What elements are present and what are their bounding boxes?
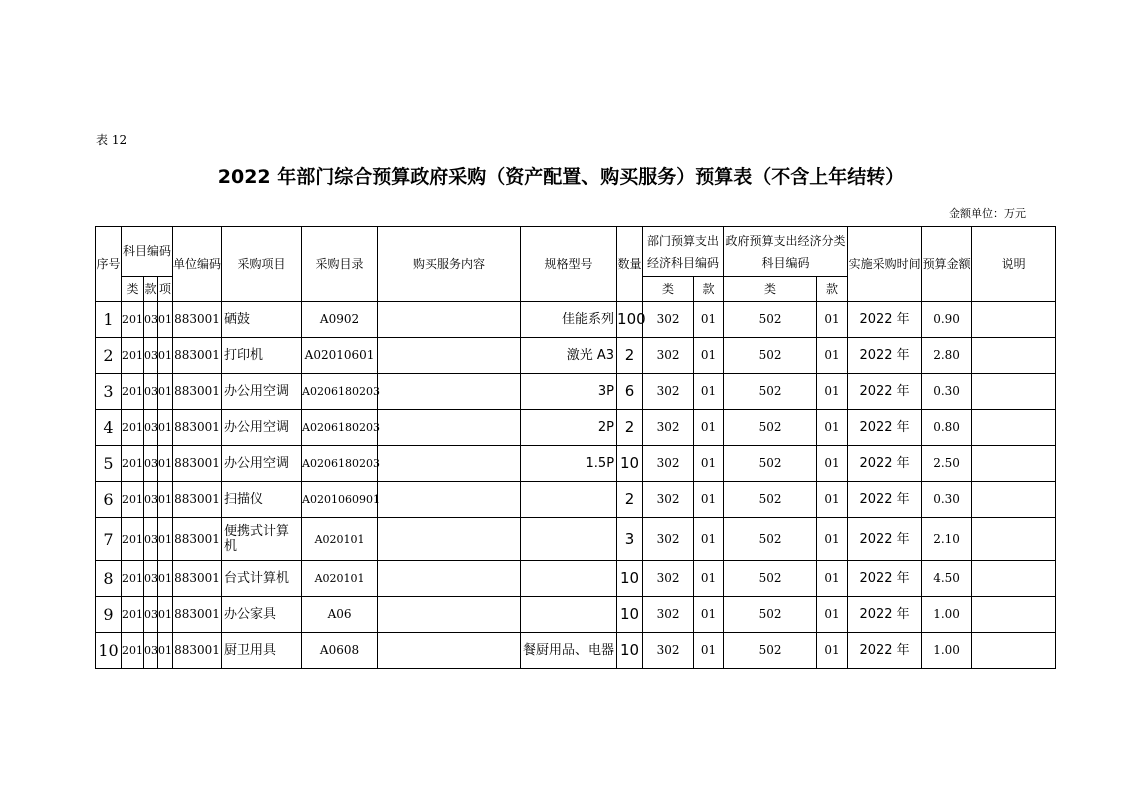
row-subject-kuan: 03 bbox=[144, 338, 158, 374]
row-gov-lei: 502 bbox=[724, 482, 817, 518]
header-kuan: 款 bbox=[144, 277, 158, 302]
table-row bbox=[96, 597, 1056, 633]
row-amount: 0.30 bbox=[922, 482, 972, 518]
row-subject-xiang: 01 bbox=[158, 446, 173, 482]
row-gov-kuan: 01 bbox=[817, 374, 848, 410]
row-service bbox=[378, 410, 521, 446]
row-amount: 2.50 bbox=[922, 446, 972, 482]
row-qty: 2 bbox=[617, 482, 643, 518]
row-seq: 2 bbox=[96, 338, 122, 374]
row-unit-code: 883001 bbox=[173, 597, 222, 633]
row-subject-xiang: 01 bbox=[158, 374, 173, 410]
table-row bbox=[96, 561, 1056, 597]
row-subject-xiang: 01 bbox=[158, 302, 173, 338]
row-note bbox=[972, 410, 1056, 446]
row-service bbox=[378, 518, 521, 561]
row-seq: 4 bbox=[96, 410, 122, 446]
row-gov-lei: 502 bbox=[724, 633, 817, 669]
row-gov-kuan: 01 bbox=[817, 518, 848, 561]
row-dept-kuan: 01 bbox=[694, 338, 724, 374]
table-row bbox=[96, 633, 1056, 669]
row-note bbox=[972, 561, 1056, 597]
row-amount: 1.00 bbox=[922, 597, 972, 633]
row-dept-kuan: 01 bbox=[694, 518, 724, 561]
table-row bbox=[96, 302, 1056, 338]
row-unit-code: 883001 bbox=[173, 446, 222, 482]
row-subject-lei: 201 bbox=[122, 302, 144, 338]
header-unit-code: 单位编码 bbox=[173, 227, 222, 302]
row-gov-kuan: 01 bbox=[817, 338, 848, 374]
row-subject-kuan: 03 bbox=[144, 597, 158, 633]
header-note: 说明 bbox=[972, 227, 1056, 302]
header-seq: 序号 bbox=[96, 227, 122, 302]
row-project: 便携式计算机 bbox=[222, 518, 302, 561]
row-time: 2022 年 bbox=[848, 633, 922, 669]
row-subject-lei: 201 bbox=[122, 561, 144, 597]
row-subject-kuan: 03 bbox=[144, 446, 158, 482]
row-time: 2022 年 bbox=[848, 518, 922, 561]
row-catalog: A0206180203 bbox=[302, 410, 378, 446]
row-note bbox=[972, 446, 1056, 482]
row-unit-code: 883001 bbox=[173, 561, 222, 597]
row-dept-kuan: 01 bbox=[694, 374, 724, 410]
row-subject-lei: 201 bbox=[122, 374, 144, 410]
row-spec: 佳能系列 bbox=[521, 302, 617, 338]
row-unit-code: 883001 bbox=[173, 302, 222, 338]
row-spec: 餐厨用品、电器 bbox=[521, 633, 617, 669]
row-spec: 2P bbox=[521, 410, 617, 446]
row-dept-kuan: 01 bbox=[694, 302, 724, 338]
row-catalog: A0206180203 bbox=[302, 374, 378, 410]
row-gov-kuan: 01 bbox=[817, 597, 848, 633]
page-title: 2022 年部门综合预算政府采购（资产配置、购买服务）预算表（不含上年结转） bbox=[217, 166, 905, 188]
header-gov-kuan: 款 bbox=[817, 277, 848, 302]
row-note bbox=[972, 633, 1056, 669]
row-service bbox=[378, 482, 521, 518]
row-dept-kuan: 01 bbox=[694, 597, 724, 633]
row-spec: 1.5P bbox=[521, 446, 617, 482]
row-gov-kuan: 01 bbox=[817, 561, 848, 597]
row-subject-xiang: 01 bbox=[158, 482, 173, 518]
row-spec bbox=[521, 482, 617, 518]
header-dept-kuan: 款 bbox=[694, 277, 724, 302]
row-spec: 3P bbox=[521, 374, 617, 410]
row-catalog: A020101 bbox=[302, 518, 378, 561]
row-qty: 10 bbox=[617, 561, 643, 597]
row-subject-lei: 201 bbox=[122, 338, 144, 374]
row-project: 台式计算机 bbox=[222, 561, 302, 597]
row-unit-code: 883001 bbox=[173, 410, 222, 446]
row-unit-code: 883001 bbox=[173, 633, 222, 669]
row-dept-lei: 302 bbox=[643, 633, 694, 669]
row-service bbox=[378, 302, 521, 338]
row-gov-kuan: 01 bbox=[817, 482, 848, 518]
row-qty: 100 bbox=[617, 302, 643, 338]
table-row bbox=[96, 446, 1056, 482]
procurement-budget-table bbox=[95, 226, 1056, 669]
row-project: 办公用空调 bbox=[222, 410, 302, 446]
row-project: 硒鼓 bbox=[222, 302, 302, 338]
row-gov-lei: 502 bbox=[724, 302, 817, 338]
row-unit-code: 883001 bbox=[173, 374, 222, 410]
row-project: 办公家具 bbox=[222, 597, 302, 633]
row-subject-lei: 201 bbox=[122, 518, 144, 561]
row-subject-lei: 201 bbox=[122, 482, 144, 518]
row-gov-kuan: 01 bbox=[817, 633, 848, 669]
header-gov-econ-code: 政府预算支出经济分类科目编码 bbox=[724, 227, 848, 277]
table-row bbox=[96, 338, 1056, 374]
table-body bbox=[96, 302, 1056, 669]
row-spec bbox=[521, 561, 617, 597]
row-seq: 1 bbox=[96, 302, 122, 338]
row-dept-lei: 302 bbox=[643, 482, 694, 518]
row-service bbox=[378, 597, 521, 633]
row-subject-xiang: 01 bbox=[158, 410, 173, 446]
row-subject-kuan: 03 bbox=[144, 561, 158, 597]
row-seq: 7 bbox=[96, 518, 122, 561]
row-gov-kuan: 01 bbox=[817, 410, 848, 446]
row-service bbox=[378, 446, 521, 482]
row-seq: 9 bbox=[96, 597, 122, 633]
row-unit-code: 883001 bbox=[173, 518, 222, 561]
row-service bbox=[378, 633, 521, 669]
row-note bbox=[972, 597, 1056, 633]
header-lei: 类 bbox=[122, 277, 144, 302]
row-gov-kuan: 01 bbox=[817, 446, 848, 482]
row-spec bbox=[521, 518, 617, 561]
row-gov-lei: 502 bbox=[724, 561, 817, 597]
row-dept-kuan: 01 bbox=[694, 633, 724, 669]
row-note bbox=[972, 518, 1056, 561]
row-time: 2022 年 bbox=[848, 561, 922, 597]
row-time: 2022 年 bbox=[848, 302, 922, 338]
row-amount: 0.90 bbox=[922, 302, 972, 338]
table-row bbox=[96, 482, 1056, 518]
header-gov-lei: 类 bbox=[724, 277, 817, 302]
row-amount: 1.00 bbox=[922, 633, 972, 669]
table-row bbox=[96, 410, 1056, 446]
row-project: 厨卫用具 bbox=[222, 633, 302, 669]
row-catalog: A0206180203 bbox=[302, 446, 378, 482]
header-subject-code: 科目编码 bbox=[122, 227, 173, 277]
row-seq: 8 bbox=[96, 561, 122, 597]
row-subject-lei: 201 bbox=[122, 410, 144, 446]
row-time: 2022 年 bbox=[848, 374, 922, 410]
header-xiang: 项 bbox=[158, 277, 173, 302]
row-dept-kuan: 01 bbox=[694, 446, 724, 482]
row-subject-kuan: 03 bbox=[144, 302, 158, 338]
row-catalog: A020101 bbox=[302, 561, 378, 597]
row-amount: 2.80 bbox=[922, 338, 972, 374]
row-amount: 2.10 bbox=[922, 518, 972, 561]
row-gov-lei: 502 bbox=[724, 518, 817, 561]
row-subject-kuan: 03 bbox=[144, 410, 158, 446]
row-dept-lei: 302 bbox=[643, 374, 694, 410]
row-unit-code: 883001 bbox=[173, 482, 222, 518]
header-amount: 预算金额 bbox=[922, 227, 972, 302]
row-seq: 10 bbox=[96, 633, 122, 669]
row-service bbox=[378, 561, 521, 597]
row-subject-kuan: 03 bbox=[144, 633, 158, 669]
row-subject-kuan: 03 bbox=[144, 374, 158, 410]
row-note bbox=[972, 302, 1056, 338]
row-qty: 10 bbox=[617, 633, 643, 669]
row-catalog: A06 bbox=[302, 597, 378, 633]
row-project: 办公用空调 bbox=[222, 374, 302, 410]
row-catalog: A0608 bbox=[302, 633, 378, 669]
row-dept-kuan: 01 bbox=[694, 410, 724, 446]
row-qty: 3 bbox=[617, 518, 643, 561]
row-time: 2022 年 bbox=[848, 338, 922, 374]
row-service bbox=[378, 374, 521, 410]
row-qty: 6 bbox=[617, 374, 643, 410]
row-dept-lei: 302 bbox=[643, 302, 694, 338]
row-gov-lei: 502 bbox=[724, 410, 817, 446]
row-gov-lei: 502 bbox=[724, 446, 817, 482]
row-time: 2022 年 bbox=[848, 597, 922, 633]
row-subject-lei: 201 bbox=[122, 633, 144, 669]
row-amount: 0.30 bbox=[922, 374, 972, 410]
row-dept-lei: 302 bbox=[643, 338, 694, 374]
header-dept-lei: 类 bbox=[643, 277, 694, 302]
row-amount: 0.80 bbox=[922, 410, 972, 446]
header-qty: 数量 bbox=[617, 227, 643, 302]
row-subject-xiang: 01 bbox=[158, 561, 173, 597]
header-catalog: 采购目录 bbox=[302, 227, 378, 302]
row-subject-kuan: 03 bbox=[144, 482, 158, 518]
row-seq: 5 bbox=[96, 446, 122, 482]
row-qty: 10 bbox=[617, 597, 643, 633]
row-time: 2022 年 bbox=[848, 410, 922, 446]
row-dept-lei: 302 bbox=[643, 410, 694, 446]
row-qty: 10 bbox=[617, 446, 643, 482]
row-subject-xiang: 01 bbox=[158, 633, 173, 669]
row-note bbox=[972, 338, 1056, 374]
row-note bbox=[972, 374, 1056, 410]
row-subject-lei: 201 bbox=[122, 597, 144, 633]
row-catalog: A0902 bbox=[302, 302, 378, 338]
row-subject-kuan: 03 bbox=[144, 518, 158, 561]
row-subject-xiang: 01 bbox=[158, 518, 173, 561]
header-project: 采购项目 bbox=[222, 227, 302, 302]
row-dept-lei: 302 bbox=[643, 597, 694, 633]
row-dept-kuan: 01 bbox=[694, 561, 724, 597]
row-note bbox=[972, 482, 1056, 518]
row-seq: 3 bbox=[96, 374, 122, 410]
row-dept-kuan: 01 bbox=[694, 482, 724, 518]
row-subject-xiang: 01 bbox=[158, 597, 173, 633]
table-row bbox=[96, 518, 1056, 561]
row-project: 扫描仪 bbox=[222, 482, 302, 518]
row-qty: 2 bbox=[617, 410, 643, 446]
row-dept-lei: 302 bbox=[643, 561, 694, 597]
row-gov-kuan: 01 bbox=[817, 302, 848, 338]
row-seq: 6 bbox=[96, 482, 122, 518]
header-time: 实施采购时间 bbox=[848, 227, 922, 302]
row-subject-lei: 201 bbox=[122, 446, 144, 482]
amount-unit-label: 金额单位：万元 bbox=[949, 207, 1026, 220]
row-qty: 2 bbox=[617, 338, 643, 374]
row-spec bbox=[521, 597, 617, 633]
row-dept-lei: 302 bbox=[643, 518, 694, 561]
header-service: 购买服务内容 bbox=[378, 227, 521, 302]
row-spec: 激光 A3 bbox=[521, 338, 617, 374]
table-number-label: 表 12 bbox=[96, 133, 128, 147]
table-row bbox=[96, 374, 1056, 410]
row-time: 2022 年 bbox=[848, 482, 922, 518]
row-gov-lei: 502 bbox=[724, 374, 817, 410]
row-project: 打印机 bbox=[222, 338, 302, 374]
table-header bbox=[96, 227, 1056, 302]
header-spec: 规格型号 bbox=[521, 227, 617, 302]
row-project: 办公用空调 bbox=[222, 446, 302, 482]
row-unit-code: 883001 bbox=[173, 338, 222, 374]
row-gov-lei: 502 bbox=[724, 338, 817, 374]
row-catalog: A0201060901 bbox=[302, 482, 378, 518]
row-time: 2022 年 bbox=[848, 446, 922, 482]
header-dept-econ-code: 部门预算支出经济科目编码 bbox=[643, 227, 724, 277]
row-service bbox=[378, 338, 521, 374]
row-subject-xiang: 01 bbox=[158, 338, 173, 374]
row-gov-lei: 502 bbox=[724, 597, 817, 633]
row-catalog: A02010601 bbox=[302, 338, 378, 374]
row-dept-lei: 302 bbox=[643, 446, 694, 482]
row-amount: 4.50 bbox=[922, 561, 972, 597]
